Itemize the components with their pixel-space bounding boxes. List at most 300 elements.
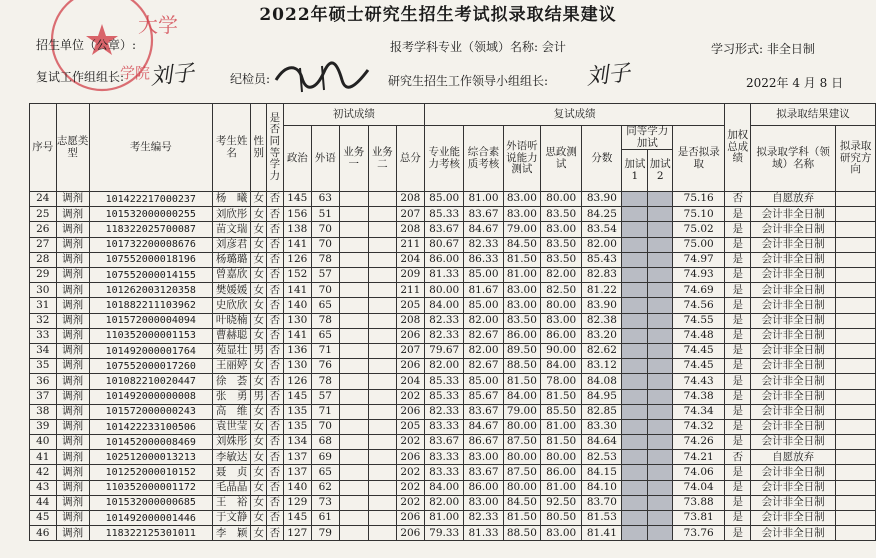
cell-blank bbox=[369, 465, 397, 480]
cell-g: 女 bbox=[251, 252, 267, 267]
cell-lis: 84.00 bbox=[503, 389, 540, 404]
cell-major: 会计非全日制 bbox=[751, 511, 836, 526]
cell-comp: 82.00 bbox=[464, 343, 503, 358]
cell-blank bbox=[369, 435, 397, 450]
cell-bonus-blank bbox=[622, 435, 648, 450]
table-row bbox=[30, 435, 876, 450]
cell-name: 刘彦君 bbox=[212, 237, 250, 252]
cell-admit: 是 bbox=[725, 374, 751, 389]
cell-comp: 85.67 bbox=[464, 389, 503, 404]
cell-eq: 否 bbox=[267, 313, 284, 328]
col-seq: 序号 bbox=[30, 104, 57, 192]
col-equal-ability: 是否同等学力 bbox=[267, 104, 284, 192]
cell-no: 101732200008676 bbox=[89, 237, 212, 252]
cell-no: 101882211103962 bbox=[89, 298, 212, 313]
col-prelim: 初试成绩 bbox=[283, 104, 424, 126]
cell-eq: 否 bbox=[267, 419, 284, 434]
cell-ps: 92.50 bbox=[541, 495, 582, 510]
cell-fl: 57 bbox=[312, 389, 340, 404]
cell-total: 204 bbox=[396, 374, 424, 389]
table-row bbox=[30, 283, 876, 298]
study-form-label: 学习形式: bbox=[711, 42, 764, 56]
cell-w: 73.76 bbox=[673, 526, 725, 541]
cell-admit: 是 bbox=[725, 389, 751, 404]
cell-blank bbox=[369, 328, 397, 343]
cell-seq: 27 bbox=[30, 237, 57, 252]
cell-score: 84.08 bbox=[582, 374, 622, 389]
cell-total: 211 bbox=[396, 283, 424, 298]
cell-name: 曹赫聪 bbox=[212, 328, 250, 343]
cell-lis: 83.00 bbox=[503, 283, 540, 298]
cell-w: 74.04 bbox=[673, 480, 725, 495]
cell-blank bbox=[339, 404, 368, 419]
cell-lis: 89.50 bbox=[503, 343, 540, 358]
cell-score: 83.70 bbox=[582, 495, 622, 510]
col-suggestion: 拟录取结果建议 bbox=[751, 104, 876, 126]
cell-lis: 88.50 bbox=[503, 359, 540, 374]
cell-g: 女 bbox=[251, 404, 267, 419]
cell-blank bbox=[369, 526, 397, 541]
cell-blank bbox=[836, 435, 876, 450]
cell-no: 107552000014155 bbox=[89, 268, 212, 283]
cell-eq: 否 bbox=[267, 283, 284, 298]
leadership-label: 研究生招生工作领导小组组长: bbox=[388, 74, 549, 88]
cell-blank bbox=[836, 207, 876, 222]
cell-total: 206 bbox=[396, 404, 424, 419]
cell-bonus-blank bbox=[622, 404, 648, 419]
cell-eq: 否 bbox=[267, 495, 284, 510]
cell-bonus-blank bbox=[622, 480, 648, 495]
cell-pol: 145 bbox=[283, 192, 311, 207]
cell-pro: 85.33 bbox=[425, 389, 464, 404]
cell-w: 74.32 bbox=[673, 419, 725, 434]
cell-ps: 83.00 bbox=[541, 526, 582, 541]
cell-blank bbox=[339, 374, 368, 389]
cell-g: 女 bbox=[251, 359, 267, 374]
cell-admit: 否 bbox=[725, 192, 751, 207]
cell-pro: 85.33 bbox=[425, 374, 464, 389]
cell-score: 82.83 bbox=[582, 268, 622, 283]
cell-major: 会计非全日制 bbox=[751, 328, 836, 343]
cell-score: 84.64 bbox=[582, 435, 622, 450]
cell-score: 82.00 bbox=[582, 237, 622, 252]
cell-admit: 是 bbox=[725, 359, 751, 374]
cell-admit: 是 bbox=[725, 207, 751, 222]
cell-ps: 81.50 bbox=[541, 389, 582, 404]
cell-no: 101572000000243 bbox=[89, 404, 212, 419]
cell-blank bbox=[339, 207, 368, 222]
cell-pro: 84.00 bbox=[425, 480, 464, 495]
cell-seq: 31 bbox=[30, 298, 57, 313]
cell-type: 调剂 bbox=[56, 207, 89, 222]
cell-no: 101572000004094 bbox=[89, 313, 212, 328]
cell-pro: 82.00 bbox=[425, 359, 464, 374]
cell-g: 女 bbox=[251, 192, 267, 207]
cell-comp: 83.67 bbox=[464, 465, 503, 480]
cell-bonus-blank bbox=[648, 359, 673, 374]
cell-ps: 80.50 bbox=[541, 511, 582, 526]
cell-admit: 否 bbox=[725, 450, 751, 465]
cell-blank bbox=[339, 450, 368, 465]
cell-score: 81.41 bbox=[582, 526, 622, 541]
cell-no: 101492000001446 bbox=[89, 511, 212, 526]
cell-blank bbox=[836, 419, 876, 434]
cell-name: 张 勇 bbox=[212, 389, 250, 404]
cell-blank bbox=[836, 328, 876, 343]
col-gender: 性别 bbox=[251, 104, 267, 192]
cell-pol: 140 bbox=[283, 298, 311, 313]
cell-fl: 79 bbox=[312, 526, 340, 541]
table-row bbox=[30, 298, 876, 313]
cell-blank bbox=[339, 359, 368, 374]
cell-fl: 51 bbox=[312, 207, 340, 222]
cell-type: 调剂 bbox=[56, 298, 89, 313]
cell-pol: 156 bbox=[283, 207, 311, 222]
col-foreign: 外语 bbox=[312, 126, 340, 192]
cell-admit: 是 bbox=[725, 222, 751, 237]
cell-seq: 32 bbox=[30, 313, 57, 328]
cell-fl: 69 bbox=[312, 450, 340, 465]
col-bonus1: 加试1 bbox=[622, 150, 648, 192]
cell-major: 会计非全日制 bbox=[751, 495, 836, 510]
cell-pro: 83.67 bbox=[425, 222, 464, 237]
cell-fl: 62 bbox=[312, 480, 340, 495]
cell-bonus-blank bbox=[648, 237, 673, 252]
cell-admit: 是 bbox=[725, 328, 751, 343]
cell-bonus-blank bbox=[648, 207, 673, 222]
cell-pol: 126 bbox=[283, 252, 311, 267]
cell-g: 女 bbox=[251, 511, 267, 526]
cell-bonus-blank bbox=[622, 252, 648, 267]
cell-pro: 82.00 bbox=[425, 495, 464, 510]
cell-no: 102512000013213 bbox=[89, 450, 212, 465]
cell-pro: 85.00 bbox=[425, 192, 464, 207]
review-leader-label: 复试工作组组长: bbox=[36, 70, 125, 84]
cell-w: 74.45 bbox=[673, 359, 725, 374]
cell-score: 82.62 bbox=[582, 343, 622, 358]
cell-blank bbox=[836, 237, 876, 252]
cell-ps: 81.50 bbox=[541, 435, 582, 450]
cell-type: 调剂 bbox=[56, 450, 89, 465]
cell-w: 74.69 bbox=[673, 283, 725, 298]
cell-eq: 否 bbox=[267, 252, 284, 267]
cell-type: 调剂 bbox=[56, 480, 89, 495]
table-row bbox=[30, 268, 876, 283]
cell-no: 110352000001153 bbox=[89, 328, 212, 343]
cell-g: 女 bbox=[251, 495, 267, 510]
cell-blank bbox=[369, 511, 397, 526]
cell-w: 75.02 bbox=[673, 222, 725, 237]
table-row bbox=[30, 222, 876, 237]
cell-eq: 否 bbox=[267, 343, 284, 358]
cell-major: 自愿放弃 bbox=[751, 450, 836, 465]
cell-name: 刘姝彤 bbox=[212, 435, 250, 450]
cell-admit: 是 bbox=[725, 480, 751, 495]
cell-admit: 是 bbox=[725, 298, 751, 313]
cell-pol: 137 bbox=[283, 465, 311, 480]
cell-lis: 80.00 bbox=[503, 419, 540, 434]
cell-total: 202 bbox=[396, 435, 424, 450]
cell-ps: 84.00 bbox=[541, 359, 582, 374]
cell-blank bbox=[836, 268, 876, 283]
cell-major: 会计非全日制 bbox=[751, 419, 836, 434]
cell-seq: 24 bbox=[30, 192, 57, 207]
cell-no: 118322125301011 bbox=[89, 526, 212, 541]
cell-type: 调剂 bbox=[56, 495, 89, 510]
cell-blank bbox=[369, 343, 397, 358]
cell-admit: 是 bbox=[725, 435, 751, 450]
cell-blank bbox=[836, 192, 876, 207]
unit-label: 招生单位（公章）: bbox=[36, 38, 137, 52]
col-major: 拟录取学科（领域）名称 bbox=[751, 126, 836, 192]
col-score: 分数 bbox=[582, 126, 622, 192]
cell-pro: 83.33 bbox=[425, 465, 464, 480]
cell-ps: 86.00 bbox=[541, 465, 582, 480]
cell-type: 调剂 bbox=[56, 192, 89, 207]
document-title: 2022年硕士研究生招生考试拟录取结果建议 bbox=[259, 5, 617, 25]
cell-total: 208 bbox=[396, 192, 424, 207]
table-row bbox=[30, 359, 876, 374]
cell-ps: 86.00 bbox=[541, 328, 582, 343]
cell-blank bbox=[369, 359, 397, 374]
table-row bbox=[30, 480, 876, 495]
cell-lis: 83.00 bbox=[503, 192, 540, 207]
cell-comp: 82.33 bbox=[464, 237, 503, 252]
cell-g: 女 bbox=[251, 298, 267, 313]
cell-pol: 145 bbox=[283, 511, 311, 526]
cell-score: 83.20 bbox=[582, 328, 622, 343]
cell-pro: 83.33 bbox=[425, 419, 464, 434]
cell-type: 调剂 bbox=[56, 313, 89, 328]
cell-blank bbox=[836, 283, 876, 298]
cell-no: 101492000000008 bbox=[89, 389, 212, 404]
cell-major: 会计非全日制 bbox=[751, 359, 836, 374]
cell-pro: 81.33 bbox=[425, 268, 464, 283]
cell-lis: 81.50 bbox=[503, 252, 540, 267]
cell-major: 会计非全日制 bbox=[751, 298, 836, 313]
cell-blank bbox=[836, 389, 876, 404]
cell-eq: 否 bbox=[267, 389, 284, 404]
cell-bonus-blank bbox=[622, 419, 648, 434]
cell-bonus-blank bbox=[648, 283, 673, 298]
cell-blank bbox=[339, 252, 368, 267]
table-row bbox=[30, 495, 876, 510]
cell-total: 211 bbox=[396, 237, 424, 252]
cell-blank bbox=[339, 480, 368, 495]
cell-bonus-blank bbox=[648, 450, 673, 465]
cell-eq: 否 bbox=[267, 237, 284, 252]
cell-ps: 78.00 bbox=[541, 374, 582, 389]
cell-blank bbox=[369, 450, 397, 465]
cell-g: 男 bbox=[251, 389, 267, 404]
cell-w: 75.16 bbox=[673, 192, 725, 207]
col-weighted: 加权总成绩 bbox=[725, 104, 751, 192]
cell-name: 杨璐璐 bbox=[212, 252, 250, 267]
cell-pol: 137 bbox=[283, 450, 311, 465]
cell-score: 83.90 bbox=[582, 298, 622, 313]
cell-pol: 141 bbox=[283, 283, 311, 298]
cell-total: 202 bbox=[396, 480, 424, 495]
cell-no: 101422217000237 bbox=[89, 192, 212, 207]
cell-type: 调剂 bbox=[56, 283, 89, 298]
cell-blank bbox=[339, 511, 368, 526]
cell-score: 83.90 bbox=[582, 192, 622, 207]
table-row bbox=[30, 237, 876, 252]
col-bonus2: 加试2 bbox=[648, 150, 673, 192]
cell-admit: 是 bbox=[725, 283, 751, 298]
cell-score: 83.12 bbox=[582, 359, 622, 374]
cell-pro: 82.33 bbox=[425, 313, 464, 328]
cell-pol: 140 bbox=[283, 480, 311, 495]
cell-blank bbox=[836, 374, 876, 389]
cell-bonus-blank bbox=[648, 389, 673, 404]
cell-w: 74.97 bbox=[673, 252, 725, 267]
col-retest: 复试成绩 bbox=[425, 104, 725, 126]
cell-type: 调剂 bbox=[56, 419, 89, 434]
cell-comp: 82.33 bbox=[464, 511, 503, 526]
cell-bonus-blank bbox=[648, 313, 673, 328]
cell-lis: 86.00 bbox=[503, 328, 540, 343]
cell-no: 118322025700087 bbox=[89, 222, 212, 237]
cell-blank bbox=[369, 237, 397, 252]
cell-seq: 45 bbox=[30, 511, 57, 526]
cell-bonus-blank bbox=[622, 313, 648, 328]
cell-bonus-blank bbox=[622, 450, 648, 465]
cell-bonus-blank bbox=[648, 252, 673, 267]
cell-eq: 否 bbox=[267, 328, 284, 343]
cell-w: 74.21 bbox=[673, 450, 725, 465]
cell-lis: 79.00 bbox=[503, 404, 540, 419]
cell-bonus-blank bbox=[622, 495, 648, 510]
cell-comp: 84.67 bbox=[464, 222, 503, 237]
cell-name: 高 维 bbox=[212, 404, 250, 419]
cell-pol: 138 bbox=[283, 222, 311, 237]
cell-major: 会计非全日制 bbox=[751, 480, 836, 495]
cell-pro: 84.00 bbox=[425, 298, 464, 313]
cell-bonus-blank bbox=[622, 207, 648, 222]
cell-bonus-blank bbox=[622, 328, 648, 343]
table-row bbox=[30, 465, 876, 480]
cell-bonus-blank bbox=[622, 268, 648, 283]
cell-total: 207 bbox=[396, 207, 424, 222]
cell-comp: 81.67 bbox=[464, 283, 503, 298]
cell-pro: 79.33 bbox=[425, 526, 464, 541]
cell-lis: 80.00 bbox=[503, 480, 540, 495]
cell-seq: 29 bbox=[30, 268, 57, 283]
cell-fl: 78 bbox=[312, 374, 340, 389]
cell-lis: 87.50 bbox=[503, 465, 540, 480]
cell-bonus-blank bbox=[648, 192, 673, 207]
cell-eq: 否 bbox=[267, 374, 284, 389]
cell-g: 女 bbox=[251, 222, 267, 237]
cell-seq: 36 bbox=[30, 374, 57, 389]
cell-pol: 130 bbox=[283, 359, 311, 374]
table-row bbox=[30, 419, 876, 434]
cell-name: 史欣欣 bbox=[212, 298, 250, 313]
cell-type: 调剂 bbox=[56, 328, 89, 343]
cell-w: 74.93 bbox=[673, 268, 725, 283]
cell-bonus-blank bbox=[622, 283, 648, 298]
cell-admit: 是 bbox=[725, 237, 751, 252]
cell-blank bbox=[339, 313, 368, 328]
cell-blank bbox=[836, 495, 876, 510]
col-political-test: 思政测试 bbox=[541, 126, 582, 192]
cell-blank bbox=[339, 389, 368, 404]
cell-g: 女 bbox=[251, 313, 267, 328]
cell-comp: 86.00 bbox=[464, 480, 503, 495]
cell-pol: 135 bbox=[283, 404, 311, 419]
cell-total: 206 bbox=[396, 359, 424, 374]
table-row bbox=[30, 328, 876, 343]
cell-score: 84.10 bbox=[582, 480, 622, 495]
col-direction: 拟录取研究方向 bbox=[836, 126, 876, 192]
cell-name: 聂 贞 bbox=[212, 465, 250, 480]
cell-major: 会计非全日制 bbox=[751, 526, 836, 541]
cell-g: 女 bbox=[251, 480, 267, 495]
cell-blank bbox=[339, 237, 368, 252]
cell-pol: 136 bbox=[283, 343, 311, 358]
cell-pro: 79.67 bbox=[425, 343, 464, 358]
cell-w: 74.34 bbox=[673, 404, 725, 419]
cell-w: 74.56 bbox=[673, 298, 725, 313]
cell-ps: 85.50 bbox=[541, 404, 582, 419]
cell-score: 82.53 bbox=[582, 450, 622, 465]
cell-blank bbox=[836, 252, 876, 267]
cell-name: 李敏达 bbox=[212, 450, 250, 465]
cell-pro: 82.33 bbox=[425, 328, 464, 343]
cell-total: 206 bbox=[396, 526, 424, 541]
subject-value: 会计 bbox=[541, 40, 566, 54]
cell-eq: 否 bbox=[267, 435, 284, 450]
cell-comp: 84.67 bbox=[464, 419, 503, 434]
cell-eq: 否 bbox=[267, 526, 284, 541]
cell-bonus-blank bbox=[648, 374, 673, 389]
cell-ps: 82.50 bbox=[541, 283, 582, 298]
col-total: 总分 bbox=[396, 126, 424, 192]
cell-pol: 145 bbox=[283, 389, 311, 404]
cell-ps: 80.00 bbox=[541, 298, 582, 313]
col-exam-no: 考生编号 bbox=[89, 104, 212, 192]
cell-total: 206 bbox=[396, 511, 424, 526]
cell-name: 王丽婷 bbox=[212, 359, 250, 374]
cell-type: 调剂 bbox=[56, 526, 89, 541]
cell-lis: 84.50 bbox=[503, 237, 540, 252]
cell-seq: 35 bbox=[30, 359, 57, 374]
cell-comp: 83.67 bbox=[464, 404, 503, 419]
cell-type: 调剂 bbox=[56, 222, 89, 237]
cell-name: 袁世莹 bbox=[212, 419, 250, 434]
cell-fl: 57 bbox=[312, 268, 340, 283]
cell-admit: 是 bbox=[725, 313, 751, 328]
cell-fl: 70 bbox=[312, 419, 340, 434]
cell-blank bbox=[369, 268, 397, 283]
cell-comp: 82.67 bbox=[464, 359, 503, 374]
cell-no: 107552000018196 bbox=[89, 252, 212, 267]
table-row bbox=[30, 526, 876, 541]
cell-score: 82.85 bbox=[582, 404, 622, 419]
cell-seq: 40 bbox=[30, 435, 57, 450]
table-row bbox=[30, 192, 876, 207]
cell-lis: 81.50 bbox=[503, 511, 540, 526]
cell-bonus-blank bbox=[622, 298, 648, 313]
cell-seq: 34 bbox=[30, 343, 57, 358]
cell-blank bbox=[836, 480, 876, 495]
cell-w: 73.88 bbox=[673, 495, 725, 510]
cell-g: 女 bbox=[251, 328, 267, 343]
review-leader-signature: 刘子 bbox=[149, 60, 196, 91]
cell-seq: 43 bbox=[30, 480, 57, 495]
cell-blank bbox=[339, 222, 368, 237]
